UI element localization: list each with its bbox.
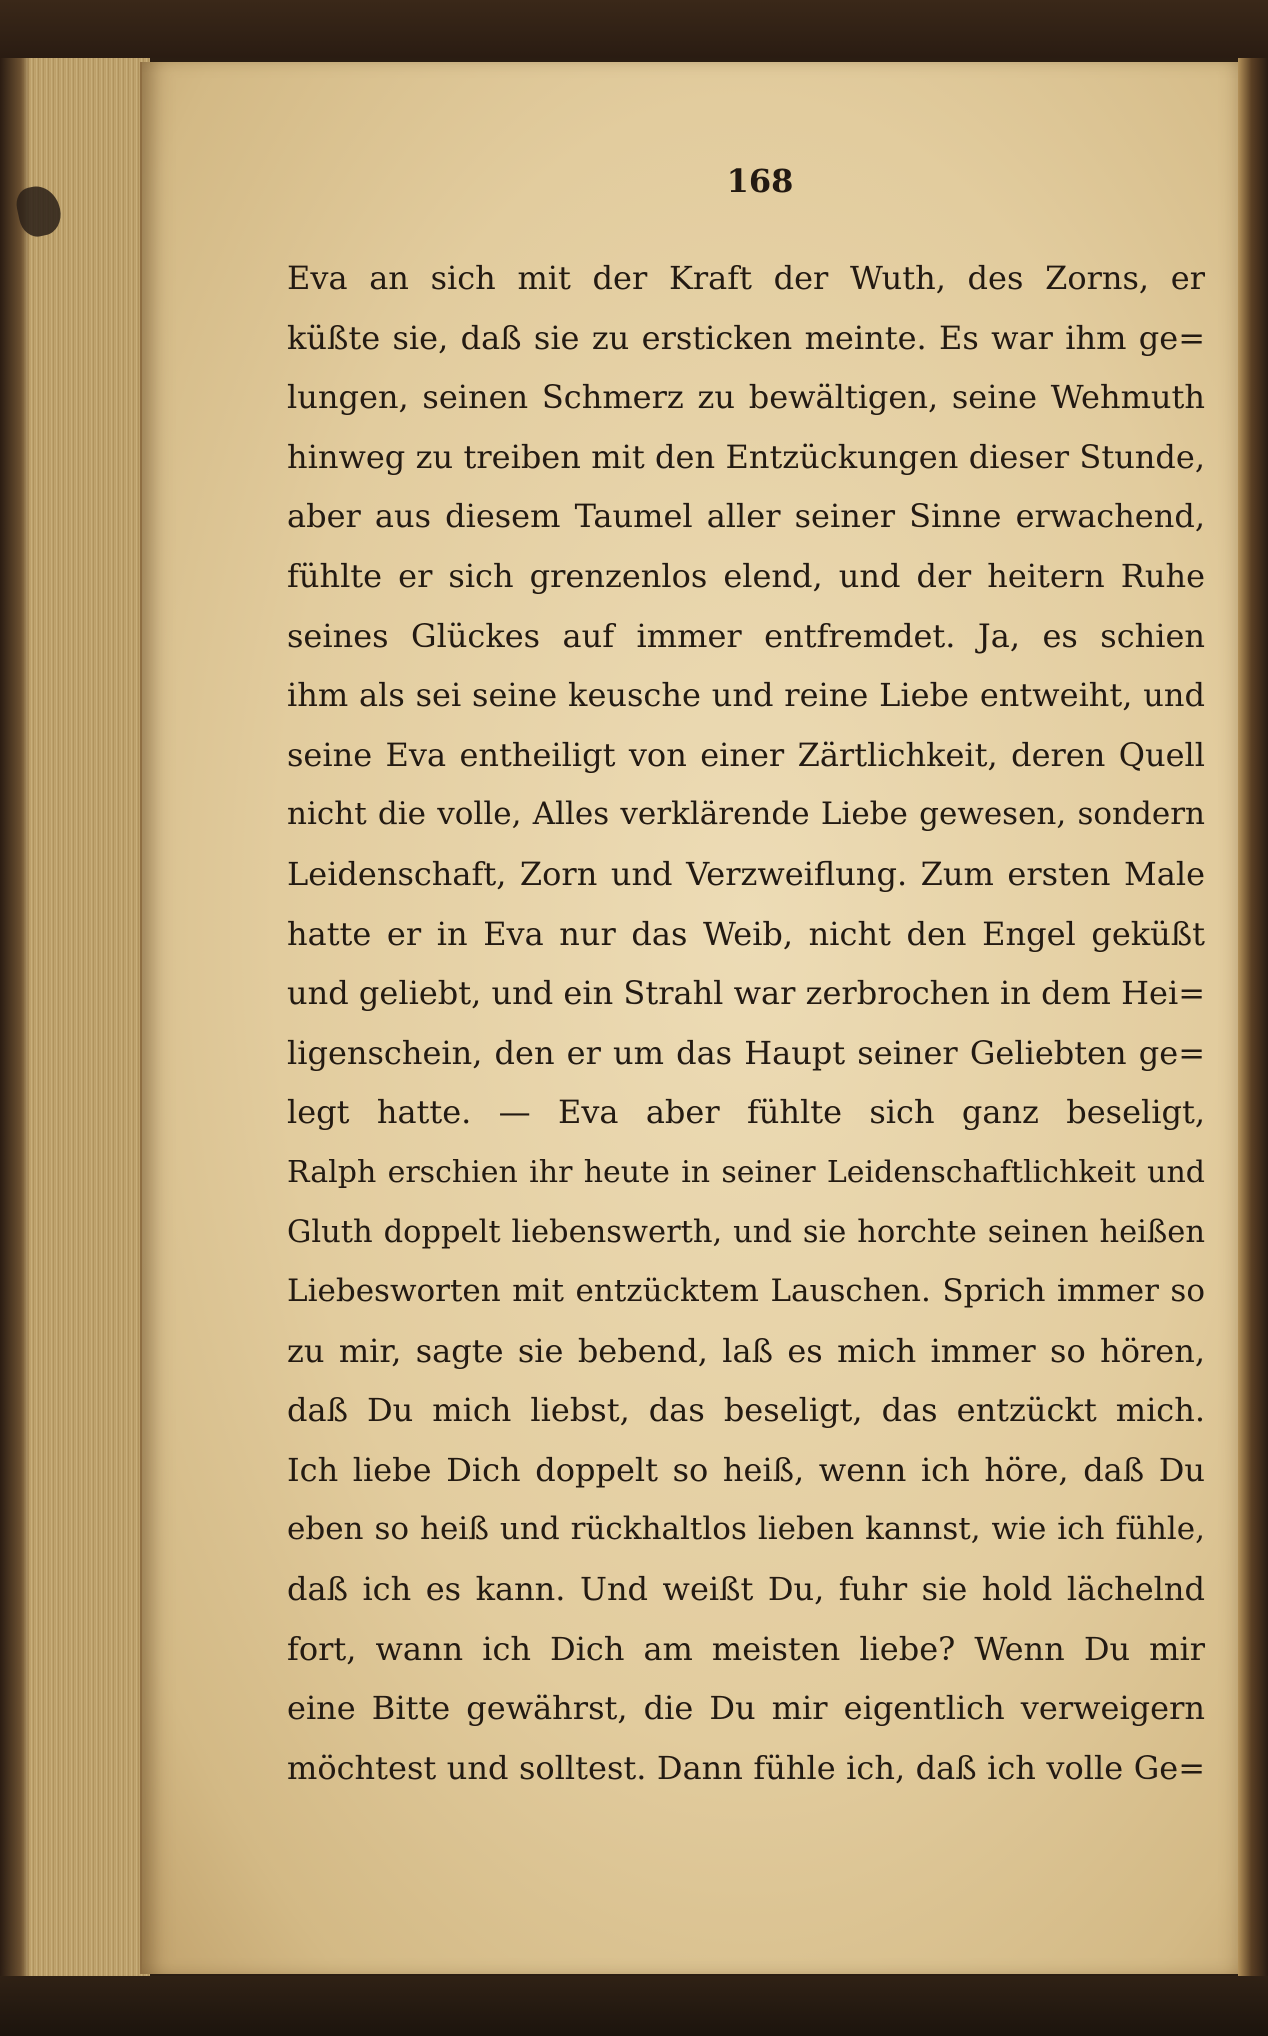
text-line: fühlte er sich grenzenlos elend, und der heitern Ruhe: [287, 556, 1205, 595]
book-spine: [0, 58, 30, 1976]
text-line: und geliebt, und ein Strahl war zerbrochen in dem Hei=: [287, 974, 1205, 1013]
text-line: fort, wann ich Dich am meisten liebe? Wenn Du mir: [287, 1629, 1205, 1668]
text-line: Eva an sich mit der Kraft der Wuth, des Zorns, er: [287, 259, 1205, 297]
text-line: nicht die volle, Alles verklärende Liebe gewesen, sondern: [287, 796, 1205, 833]
text-line: hinweg zu treiben mit den Entzückungen dieser Stunde,: [287, 437, 1205, 476]
text-line: daß ich es kann. Und weißt Du, fuhr sie hold lächelnd: [287, 1570, 1205, 1609]
text-line: eben so heiß und rückhaltlos lieben kannst, wie ich fühle,: [287, 1511, 1205, 1548]
text-line: ihm als sei seine keusche und reine Liebe entweiht, und: [287, 676, 1205, 715]
text-line: seine Eva entheiligt von einer Zärtlichkeit, deren Quell: [287, 735, 1205, 774]
page-number: 168: [726, 162, 794, 200]
text-line: daß Du mich liebst, das beseligt, das entzückt mich.: [287, 1391, 1205, 1430]
text-line: küßte sie, daß sie zu ersticken meinte. Es war ihm ge=: [287, 318, 1205, 357]
text-line: seines Glückes auf immer entfremdet. Ja, es schien: [287, 616, 1205, 655]
text-line: ligenschein, den er um das Haupt seiner Geliebten ge=: [287, 1033, 1205, 1072]
text-line: eine Bitte gewährst, die Du mir eigentlich verweigern: [287, 1689, 1205, 1728]
text-line: lungen, seinen Schmerz zu bewältigen, seine Wehmuth: [287, 378, 1205, 417]
text-line: möchtest und solltest. Dann fühle ich, daß ich volle Ge=: [287, 1748, 1205, 1787]
text-line: Leidenschaft, Zorn und Verzweiflung. Zum ersten Male: [287, 854, 1205, 893]
book-cover-top: [0, 0, 1268, 58]
text-line: Ich liebe Dich doppelt so heiß, wenn ich höre, daß Du: [287, 1450, 1205, 1489]
text-line: legt hatte. — Eva aber fühlte sich ganz beseligt,: [287, 1093, 1205, 1132]
text-line: Ralph erschien ihr heute in seiner Leidenschaftlichkeit und: [287, 1154, 1205, 1190]
book-cover-bottom: [0, 1976, 1268, 2036]
text-line: Gluth doppelt liebenswerth, und sie horchte seinen heißen: [287, 1214, 1205, 1250]
text-line: aber aus diesem Taumel aller seiner Sinne erwachend,: [287, 497, 1205, 536]
page-edge-right: [1238, 58, 1268, 1978]
text-line: hatte er in Eva nur das Weib, nicht den Engel geküßt: [287, 914, 1205, 953]
body-text: [287, 249, 1205, 1798]
text-line: Liebesworten mit entzücktem Lauschen. Sprich immer so: [287, 1273, 1205, 1310]
text-line: zu mir, sagte sie bebend, laß es mich immer so hören,: [287, 1331, 1205, 1370]
